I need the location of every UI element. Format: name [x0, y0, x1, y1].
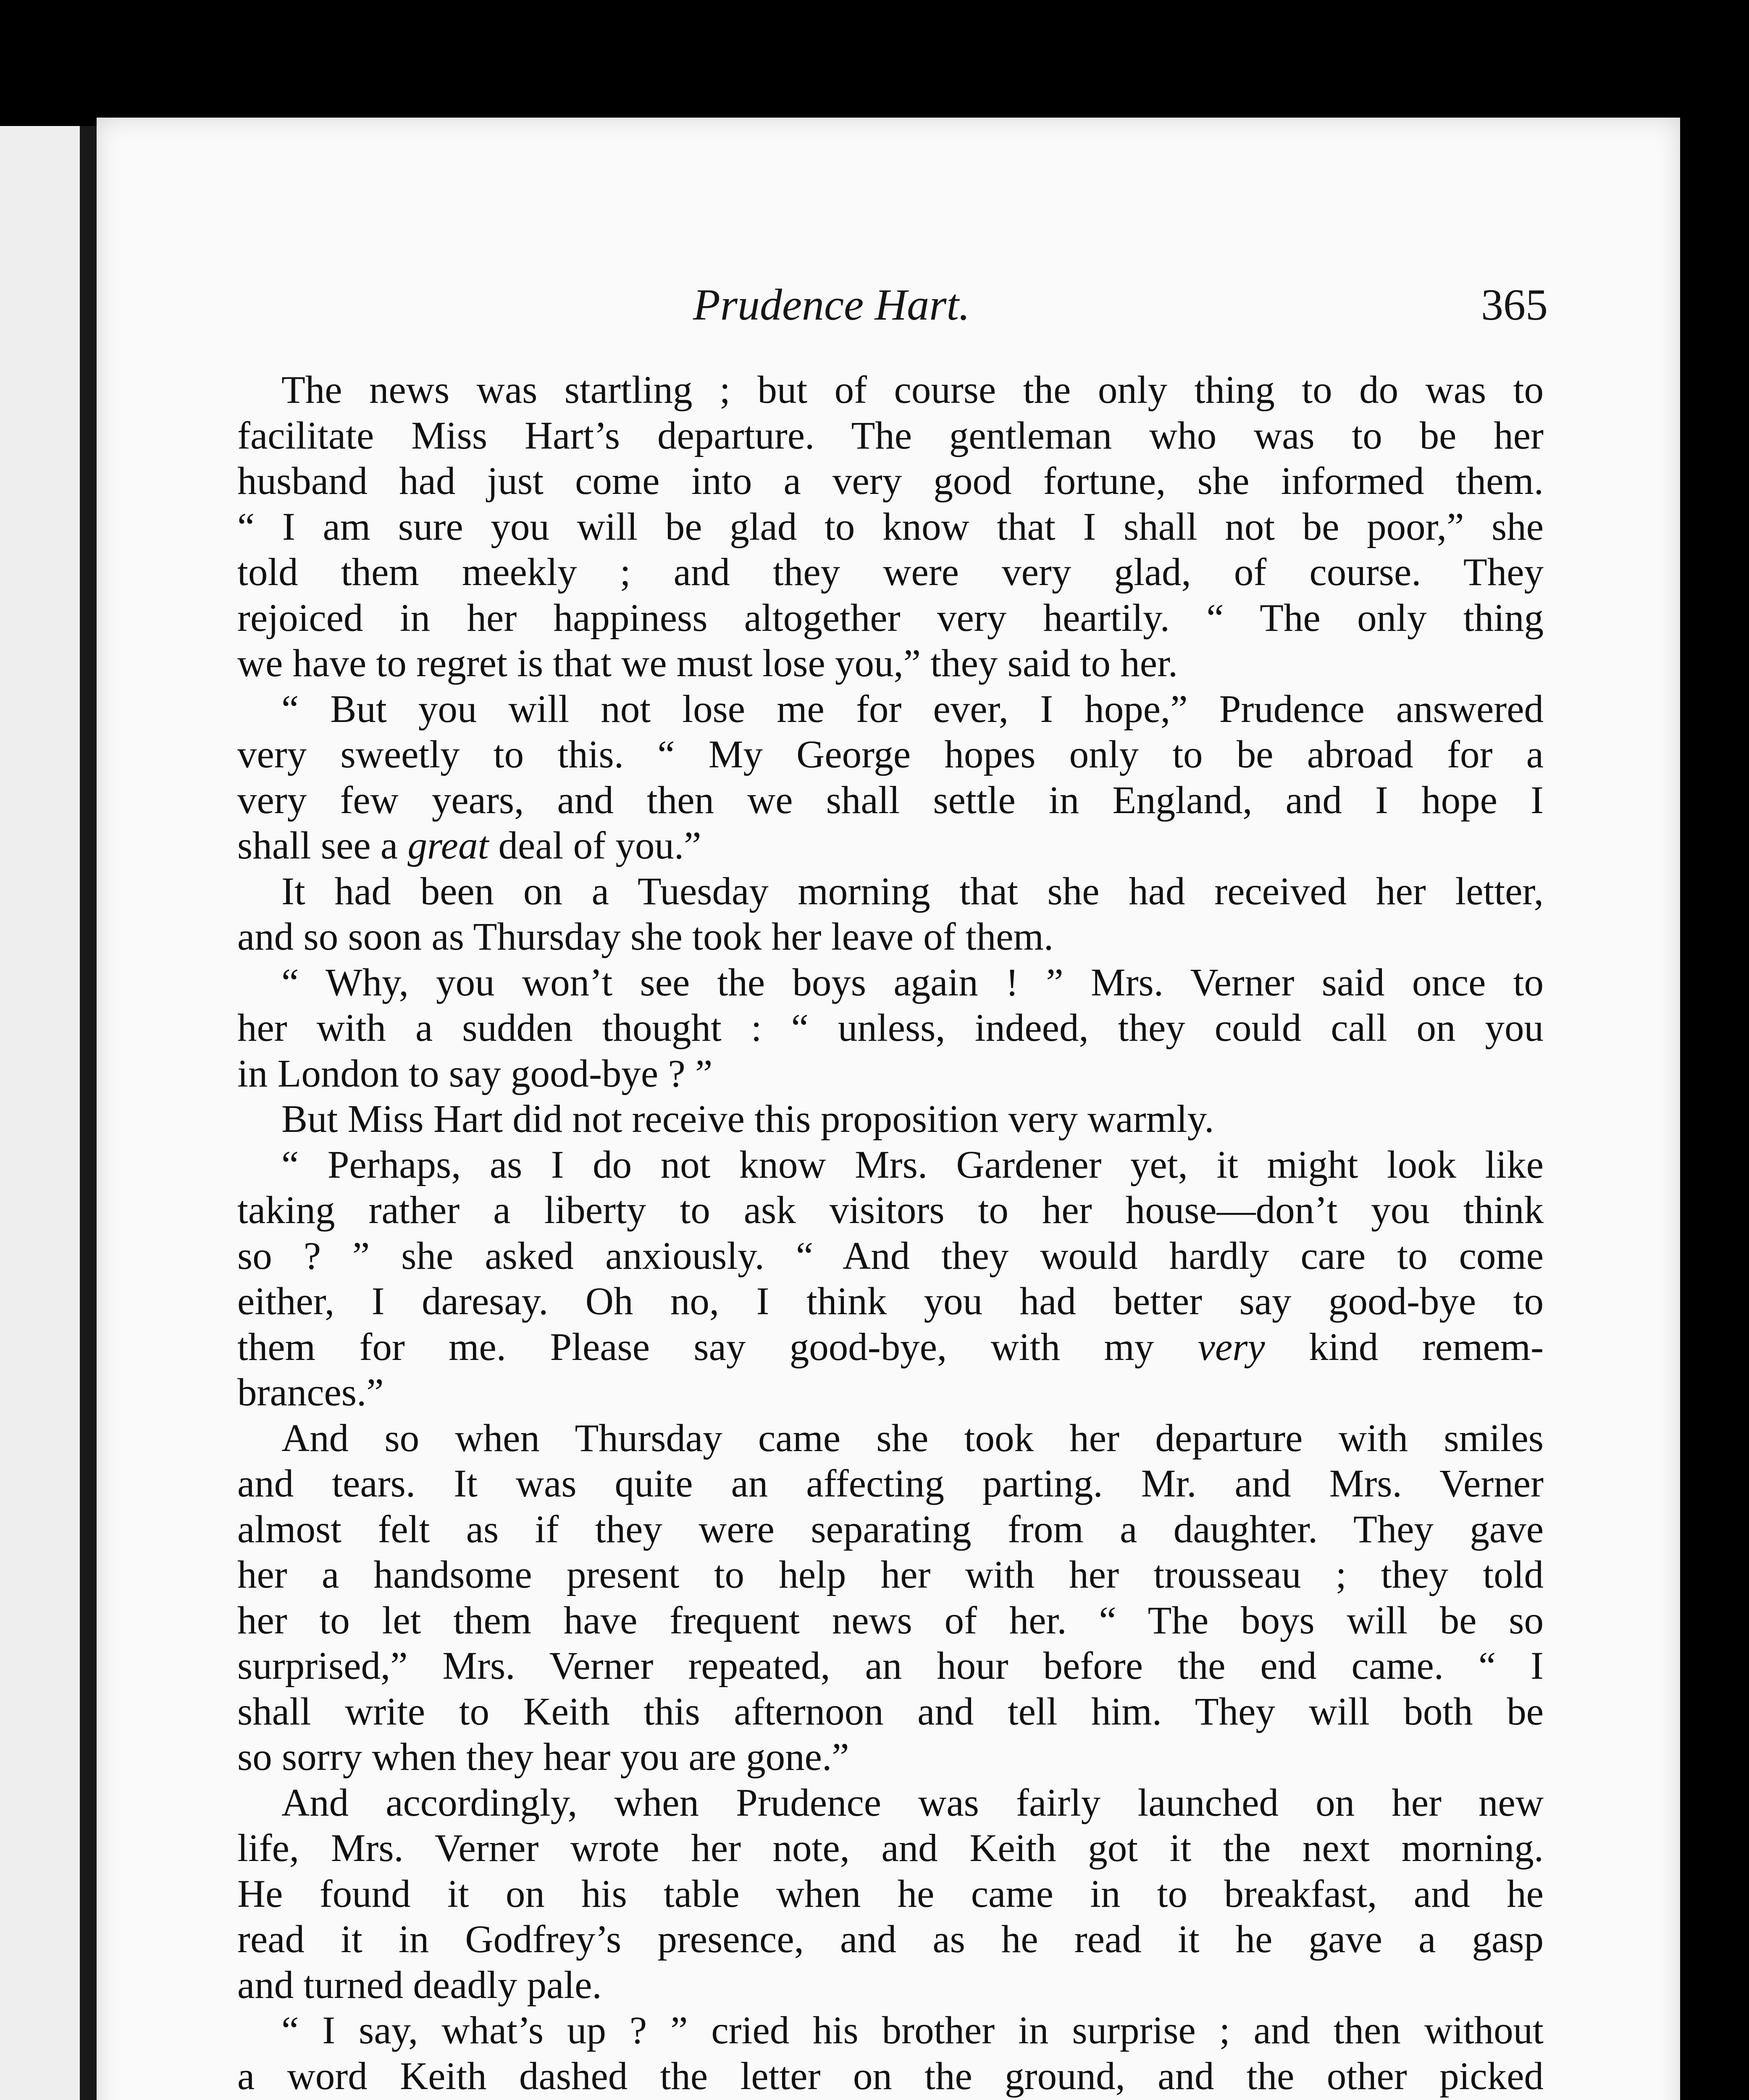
text-line: shall see a great deal of you.” — [237, 824, 701, 867]
text-line: a word Keith dashed the letter on the ground, and the other picked — [237, 2054, 1544, 2098]
text-line: life, Mrs. Verner wrote her note, and Keith got it the next morning. — [237, 1827, 1544, 1870]
text-line: in London to say good-bye ? ” — [237, 1052, 713, 1095]
text-line: brances.” — [237, 1371, 384, 1414]
text-line: “ But you will not lose me for ever, I hope,” Prudence answered — [281, 687, 1544, 731]
paragraph — [237, 1097, 1544, 1142]
text-line: so ? ” she asked anxiously. “ And they would hardly care to come — [237, 1234, 1544, 1278]
text-line: “ I say, what’s up ? ” cried his brother in surprise ; and then without — [281, 2009, 1544, 2052]
text-line: so sorry when they hear you are gone.” — [237, 1735, 849, 1779]
text-line: and tears. It was quite an affecting parting. Mr. and Mrs. Verner — [237, 1462, 1544, 1505]
page-number: 365 — [1481, 280, 1548, 329]
paragraph — [237, 1416, 1544, 1780]
text-line: “ I am sure you will be glad to know that I shall not be poor,” she — [237, 505, 1544, 549]
text-line: very sweetly to this. “ My George hopes only to be abroad for a — [237, 733, 1544, 776]
text-line: The news was startling ; but of course the only thing to do was to — [281, 368, 1544, 412]
text-line: He found it on his table when he came in to breakfast, and he — [237, 1872, 1544, 1916]
text-line: But Miss Hart did not receive this proposition very warmly. — [281, 1097, 1214, 1141]
paragraph — [237, 368, 1544, 687]
page-header — [97, 279, 1680, 355]
text-line: taking rather a liberty to ask visitors to her house—don’t you think — [237, 1189, 1544, 1232]
text-line: “ Why, you won’t see the boys again ! ” Mrs. Verner said once to — [281, 961, 1544, 1004]
text-line: very few years, and then we shall settle in England, and I hope I — [237, 778, 1544, 822]
text-line: It had been on a Tuesday morning that she had received her letter, — [281, 869, 1544, 913]
paragraph — [237, 869, 1544, 960]
facing-page-edge — [0, 126, 80, 2100]
text-line: surprised,” Mrs. Verner repeated, an hour before the end came. “ I — [237, 1644, 1544, 1688]
paragraph — [237, 960, 1544, 1097]
book-page — [97, 118, 1680, 2100]
text-line: “ Perhaps, as I do not know Mrs. Gardener yet, it might look like — [281, 1143, 1544, 1186]
paragraph — [237, 1780, 1544, 2008]
text-line: and turned deadly pale. — [237, 1963, 602, 2007]
text-line: facilitate Miss Hart’s departure. The gentleman who was to be her — [237, 414, 1544, 457]
text-line: told them meekly ; and they were very glad, of course. They — [237, 551, 1544, 594]
paragraph — [237, 2008, 1544, 2100]
text-line: either, I daresay. Oh no, I think you had better say good-bye to — [237, 1280, 1544, 1323]
book-spine-shadow — [80, 126, 97, 2100]
text-line: we have to regret is that we must lose you,” they said to her. — [237, 642, 1178, 685]
text-line: them for me. Please say good-bye, with my very kind remem- — [237, 1325, 1544, 1369]
body-text — [237, 368, 1544, 2100]
text-line: rejoiced in her happiness altogether very heartily. “ The only thing — [237, 596, 1544, 640]
text-line: shall write to Keith this afternoon and tell him. They will both be — [237, 1690, 1544, 1733]
text-line: And so when Thursday came she took her departure with smiles — [281, 1416, 1544, 1460]
text-line: her a handsome present to help her with her trousseau ; they told — [237, 1553, 1544, 1596]
text-line: almost felt as if they were separating from a daughter. They gave — [237, 1507, 1544, 1551]
paragraph — [237, 687, 1544, 869]
text-line: husband had just come into a very good fortune, she informed them. — [237, 459, 1544, 503]
text-line: and so soon as Thursday she took her leave of them. — [237, 915, 1054, 958]
paragraph — [237, 1142, 1544, 1416]
text-line: And accordingly, when Prudence was fairly launched on her new — [281, 1781, 1544, 1824]
text-line: her with a sudden thought : “ unless, indeed, they could call on you — [237, 1006, 1544, 1050]
text-line: her to let them have frequent news of her. “ The boys will be so — [237, 1599, 1544, 1642]
running-title: Prudence Hart. — [693, 280, 970, 329]
text-line: read it in Godfrey’s presence, and as he read it he gave a gasp — [237, 1918, 1544, 1961]
